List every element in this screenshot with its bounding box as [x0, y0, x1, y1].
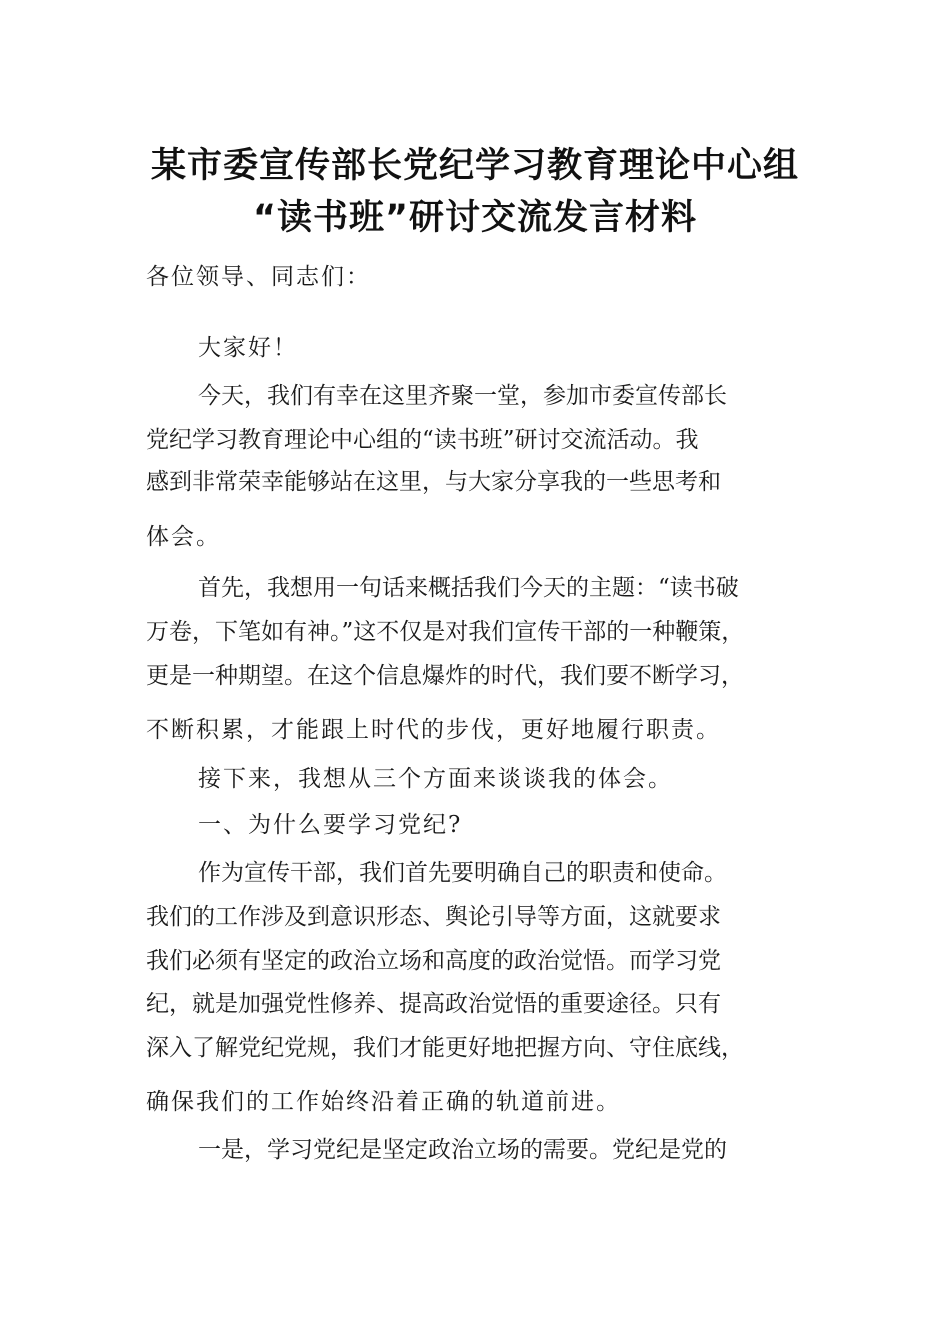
salutation: 各位领导、同志们：	[146, 264, 371, 290]
greeting: 大家好！	[198, 335, 298, 361]
paragraph-line: 我们必须有坚定的政治立场和高度的政治觉悟。而学习党	[146, 948, 721, 974]
paragraph-line: 今天，我们有幸在这里齐聚一堂，参加市委宣传部长	[198, 383, 727, 409]
paragraph-line: 确保我们的工作始终沿着正确的轨道前进。	[146, 1089, 621, 1115]
document-title-line-2: “读书班”研讨交流发言材料	[252, 198, 697, 238]
section-heading: 一、为什么要学习党纪?	[198, 812, 463, 838]
paragraph-line: 我们的工作涉及到意识形态、舆论引导等方面，这就要求	[146, 904, 721, 930]
paragraph-line: 更是一种期望。在这个信息爆炸的时代，我们要不断学习，	[146, 663, 744, 689]
paragraph-line: 首先，我想用一句话来概括我们今天的主题：“读书破	[198, 575, 739, 601]
paragraph-line: 深入了解党纪党规，我们才能更好地把握方向、守住底线，	[146, 1035, 744, 1061]
paragraph-line: 作为宣传干部，我们首先要明确自己的职责和使命。	[198, 860, 727, 886]
paragraph-line: 体会。	[146, 524, 221, 550]
paragraph-line: 万卷，下笔如有神。”这不仅是对我们宣传干部的一种鞭策，	[146, 619, 745, 645]
paragraph-line: 感到非常荣幸能够站在这里，与大家分享我的一些思考和	[146, 469, 721, 495]
paragraph-line: 接下来，我想从三个方面来谈谈我的体会。	[198, 766, 673, 792]
paragraph-line: 一是，学习党纪是坚定政治立场的需要。党纪是党的	[198, 1137, 727, 1163]
paragraph-line: 不断积累，才能跟上时代的步伐，更好地履行职责。	[146, 717, 721, 743]
document-title-line-1: 某市委宣传部长党纪学习教育理论中心组	[150, 146, 799, 186]
paragraph-line: 党纪学习教育理论中心组的“读书班”研讨交流活动。我	[146, 427, 699, 453]
paragraph-line: 纪，就是加强党性修养、提高政治觉悟的重要途径。只有	[146, 991, 721, 1017]
